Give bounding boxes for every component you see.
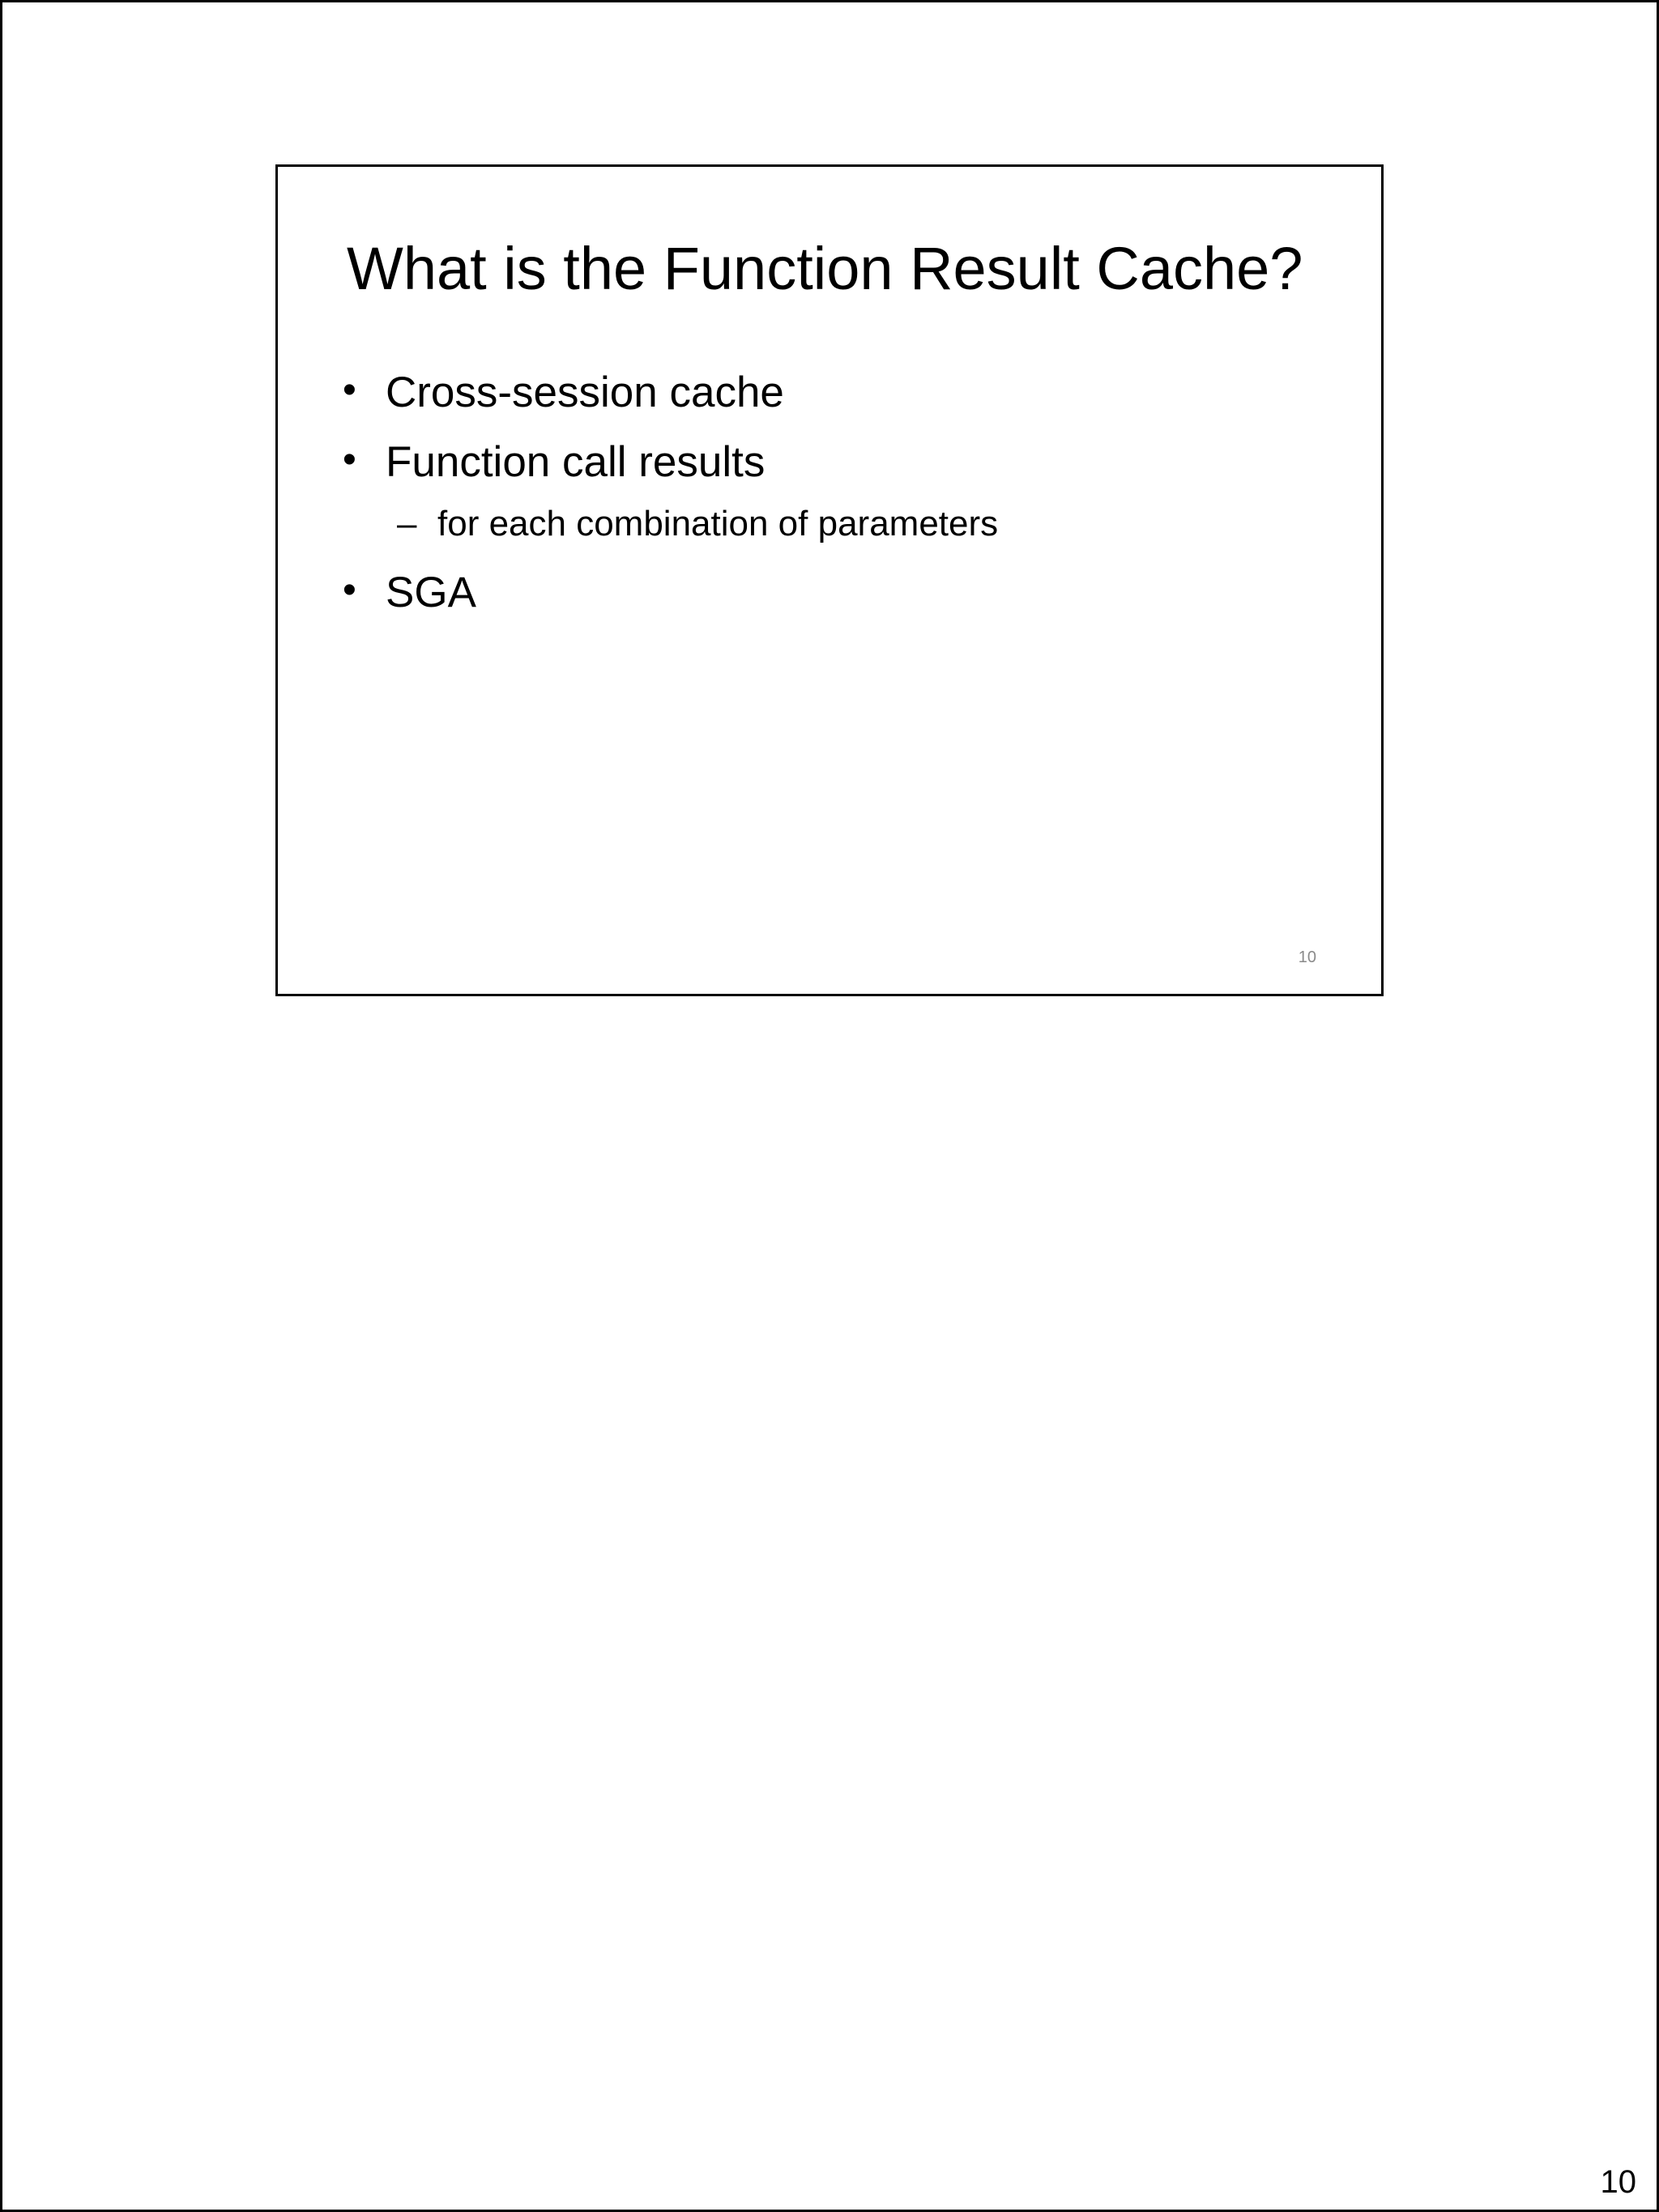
bullet-item [343, 569, 998, 616]
bullet-text: Cross-session cache [386, 369, 784, 416]
bullet-list [343, 369, 998, 639]
sub-bullet-marker: – [397, 503, 417, 543]
bullet-item [343, 439, 998, 486]
bullet-marker: • [343, 438, 356, 482]
slide-title: What is the Function Result Cache? [347, 235, 1303, 302]
slide-number: 10 [1298, 948, 1316, 966]
bullet-item [343, 369, 998, 416]
bullet-marker: • [343, 369, 356, 411]
bullet-text: Function call results [386, 438, 766, 487]
page-number: 10 [1600, 2164, 1636, 2200]
bullet-text: SGA [386, 568, 476, 616]
slide-thumbnail [275, 164, 1384, 996]
bullet-marker: • [343, 568, 356, 612]
sub-bullet-item [343, 505, 998, 543]
sub-bullet-text: for each combination of parameters [437, 503, 999, 543]
